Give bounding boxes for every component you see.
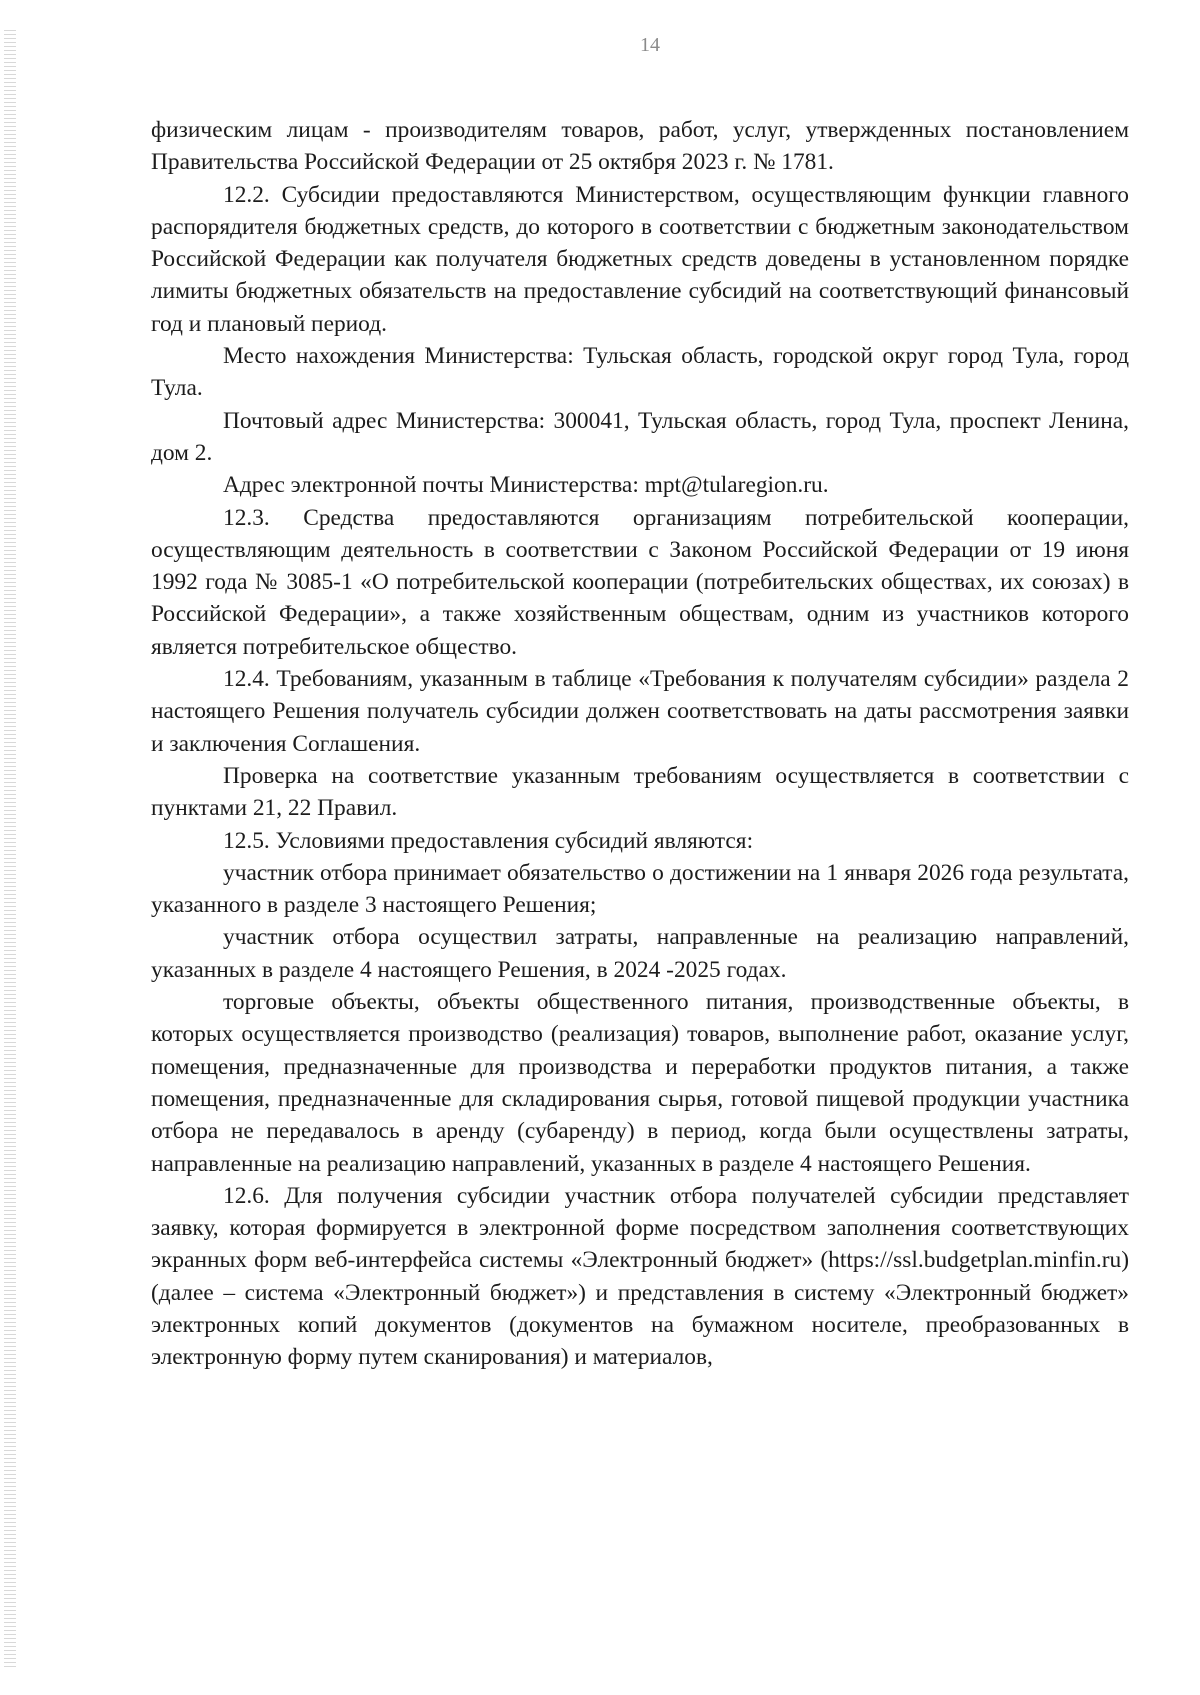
paragraph: участник отбора осуществил затраты, направленные на реализацию направлений, указанных в разделе 4 настоящего Решения, в 2024 -2025 годах. (151, 924, 1129, 983)
paragraph: участник отбора принимает обязательство о достижении на 1 января 2026 года результата, указанного в разделе 3 настоящего Решения; (151, 859, 1129, 919)
paragraph: Место нахождения Министерства: Тульская область, городской округ город Тула, город Тула. (151, 343, 1129, 402)
paragraph: Проверка на соответствие указанным требованиям осуществляется в соответствии с пунктами 21, 22 Правил. (151, 762, 1129, 822)
paragraph: 12.6. Для получения субсидии участник отбора получателей субсидии представляет заявку, которая формируется в электронной форме посредством заполнения соответствующих экранных форм веб-интерфейса системы «Электронный бюджет» (https://ssl.budgetplan.minfin.ru) (далее – система «Электронный бюджет») и представления в систему «Электронный бюджет» электронных копий документов (документов на бумажном носителе, преобразованных в электронную форму путем сканирования) и материалов, (151, 1182, 1129, 1371)
paragraph: Адрес электронной почты Министерства: mpt@tularegion.ru. (223, 472, 829, 499)
document-body (151, 114, 1129, 1374)
paragraph: физическим лицам - производителям товаров, работ, услуг, утвержденных постановлением Правительства Российской Федерации от 25 октября 2023 г. № 1781. (151, 117, 1129, 176)
paragraph: 12.2. Субсидии предоставляются Министерством, осуществляющим функции главного распорядителя бюджетных средств, до которого в соответствии с бюджетным законодательством Российской Федерации как получателя бюджетных средств доведены в установленном порядке лимиты бюджетных обязательств на предоставление субсидий на соответствующий финансовый год и плановый период. (151, 181, 1129, 337)
page-number: 14 (640, 34, 660, 56)
paragraph: 12.4. Требованиям, указанным в таблице «Требования к получателям субсидии» раздела 2 настоящего Решения получатель субсидии должен соответствовать на даты рассмотрения заявки и заключения Соглашения. (151, 666, 1129, 757)
paragraph: 12.3. Средства предоставляются организациям потребительской кооперации, осуществляющим деятельность в соответствии с Законом Российской Федерации от 19 июня 1992 года № 3085-1 «О потребительской кооперации (потребительских обществах, их союзах) в Российской Федерации», а также хозяйственным обществам, одним из участников которого является потребительское общество. (151, 504, 1129, 660)
paragraph: Почтовый адрес Министерства: 300041, Тульская область, город Тула, проспект Ленина, дом 2. (151, 407, 1129, 466)
paragraph: торговые объекты, объекты общественного питания, производственные объекты, в которых осуществляется производство (реализация) товаров, выполнение работ, оказание услуг, помещения, предназначенные для производства и переработки продуктов питания, а также помещения, предназначенные для складирования сырья, готовой пищевой продукции участника отбора не передавалось в аренду (субаренду) в период, когда были осуществлены затраты, направленные на реализацию направлений, указанных в разделе 4 настоящего Решения. (151, 989, 1129, 1177)
scan-edge-artifact (4, 30, 16, 1670)
paragraph: 12.5. Условиями предоставления субсидий являются: (223, 827, 754, 854)
